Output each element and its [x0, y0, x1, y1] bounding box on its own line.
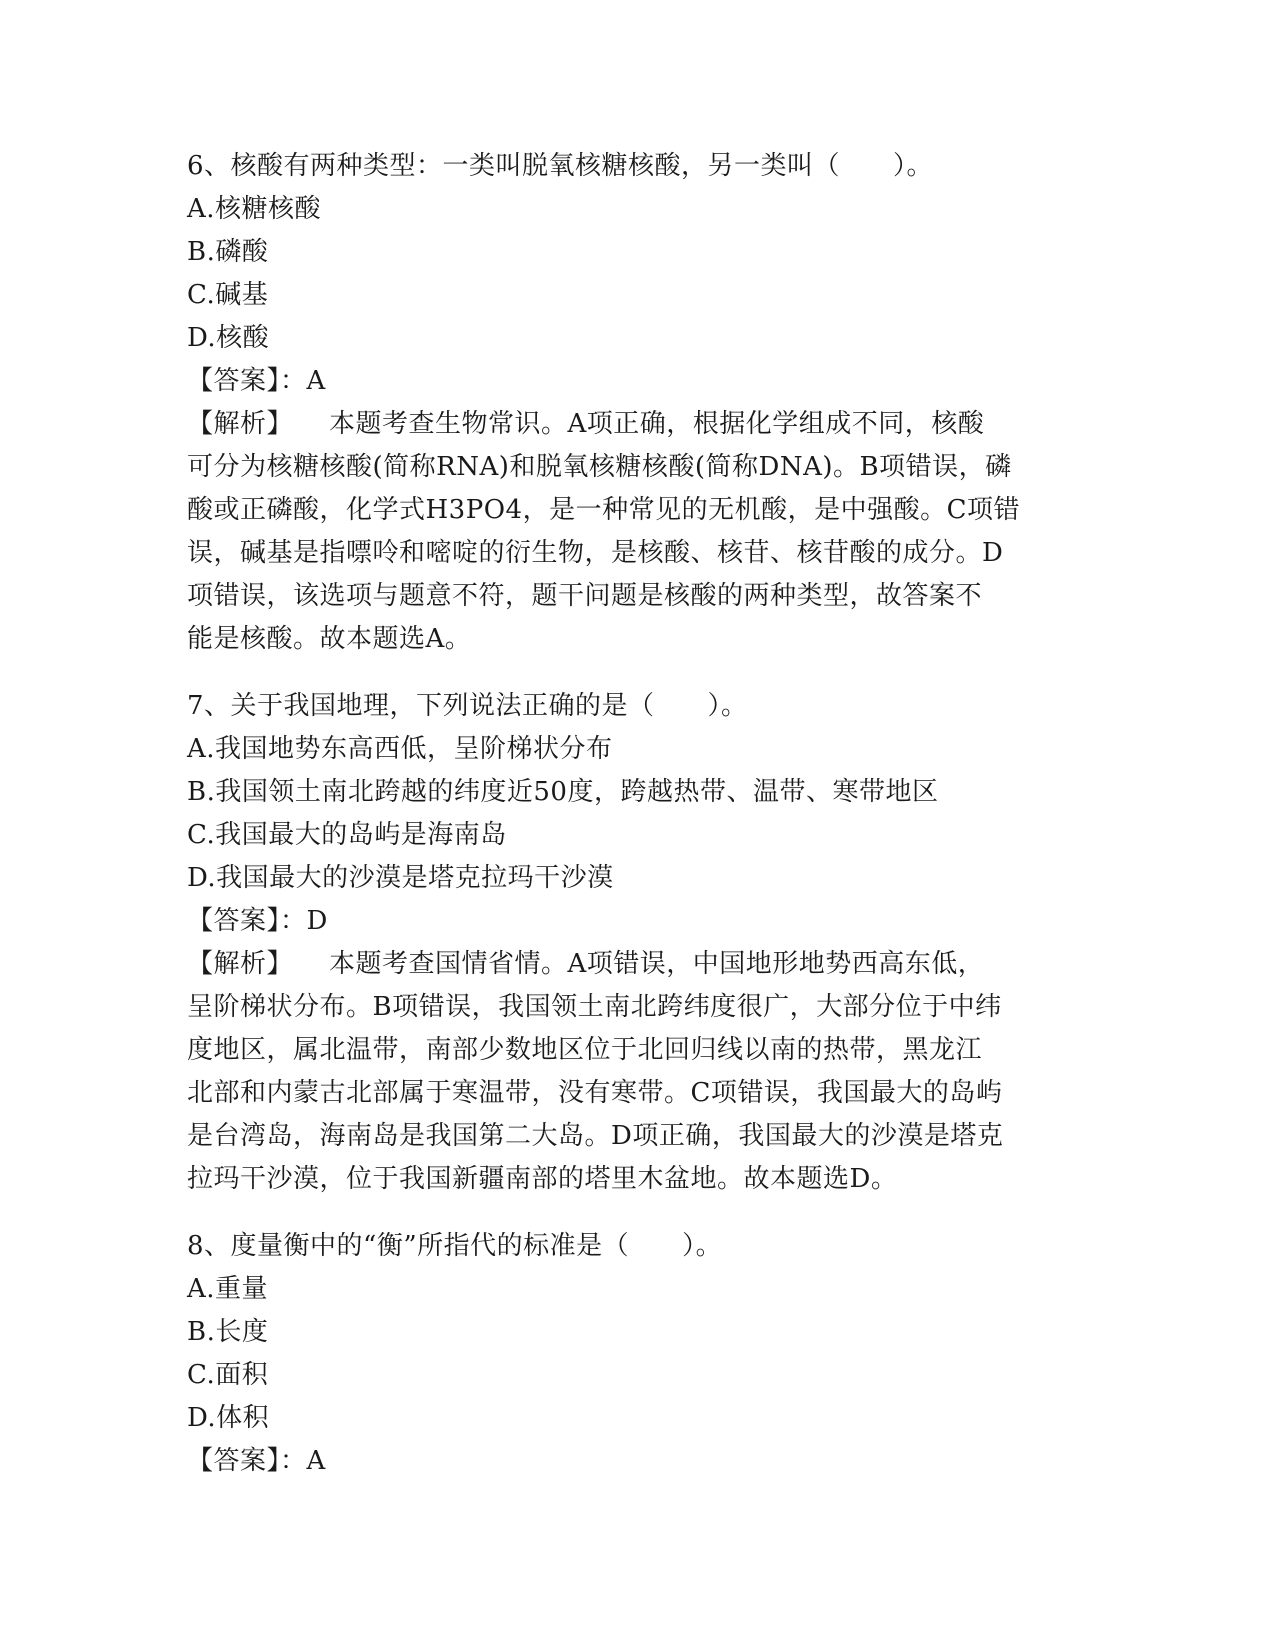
explanation-line: 可分为核糖核酸(简称RNA)和脱氧核糖核酸(简称DNA)。B项错误，磷	[187, 452, 1012, 482]
answer-value: A	[306, 1446, 326, 1476]
option-d: D.体积	[187, 1403, 270, 1433]
option-b: B.磷酸	[187, 237, 269, 267]
question-8	[187, 1225, 722, 1483]
explanation-line: 误，碱基是指嘌呤和嘧啶的衍生物，是核酸、核苷、核苷酸的成分。D	[187, 538, 1004, 568]
option-a: A.核糖核酸	[187, 194, 322, 224]
answer-value: D	[306, 906, 328, 936]
explanation-text: 本题考查生物常识。A项正确，根据化学组成不同，核酸	[329, 409, 985, 439]
option-a: A.我国地势东高西低，呈阶梯状分布	[187, 734, 613, 764]
option-d: D.我国最大的沙漠是塔克拉玛干沙漠	[187, 863, 614, 893]
question-stem: 6、核酸有两种类型：一类叫脱氧核糖核酸，另一类叫（ ）。	[187, 151, 934, 181]
answer-label: 【答案】：	[187, 1446, 307, 1476]
explanation-line: 度地区，属北温带，南部少数地区位于北回归线以南的热带，黑龙江	[187, 1035, 983, 1065]
explanation-line: 是台湾岛，海南岛是我国第二大岛。D项正确，我国最大的沙漠是塔克	[187, 1121, 1004, 1151]
question-stem: 7、关于我国地理，下列说法正确的是（ ）。	[187, 691, 748, 721]
option-b: B.长度	[187, 1317, 269, 1347]
explanation-line: 拉玛干沙漠，位于我国新疆南部的塔里木盆地。故本题选D。	[187, 1164, 898, 1194]
answer-label: 【答案】：	[187, 366, 307, 396]
explanation-line: 项错误，该选项与题意不符，题干问题是核酸的两种类型，故答案不	[187, 581, 983, 611]
explanation-line	[187, 943, 1003, 986]
option-c: C.碱基	[187, 280, 269, 310]
option-c: C.我国最大的岛屿是海南岛	[187, 820, 507, 850]
option-c: C.面积	[187, 1360, 269, 1390]
answer-value: A	[306, 366, 326, 396]
answer-line	[187, 900, 1003, 943]
explanation-line	[187, 403, 1020, 446]
explanation-text: 本题考查国情省情。A项错误，中国地形地势西高东低，	[329, 949, 985, 979]
explanation-line: 能是核酸。故本题选A。	[187, 624, 472, 654]
explanation-label: 【解析】	[187, 409, 294, 439]
option-a: A.重量	[187, 1274, 269, 1304]
explanation-line: 北部和内蒙古北部属于寒温带，没有寒带。C项错误，我国最大的岛屿	[187, 1078, 1003, 1108]
question-stem: 8、度量衡中的“衡”所指代的标准是（ ）。	[187, 1231, 723, 1261]
answer-line	[187, 360, 1020, 403]
question-6	[187, 145, 1020, 661]
explanation-label: 【解析】	[187, 949, 294, 979]
answer-label: 【答案】：	[187, 906, 307, 936]
option-b: B.我国领土南北跨越的纬度近50度，跨越热带、温带、寒带地区	[187, 777, 939, 807]
explanation-line: 酸或正磷酸，化学式H3PO4，是一种常见的无机酸，是中强酸。C项错	[187, 495, 1020, 525]
option-d: D.核酸	[187, 323, 270, 353]
answer-line	[187, 1440, 722, 1483]
explanation-line: 呈阶梯状分布。B项错误，我国领土南北跨纬度很广，大部分位于中纬	[187, 992, 1002, 1022]
question-7	[187, 685, 1003, 1201]
